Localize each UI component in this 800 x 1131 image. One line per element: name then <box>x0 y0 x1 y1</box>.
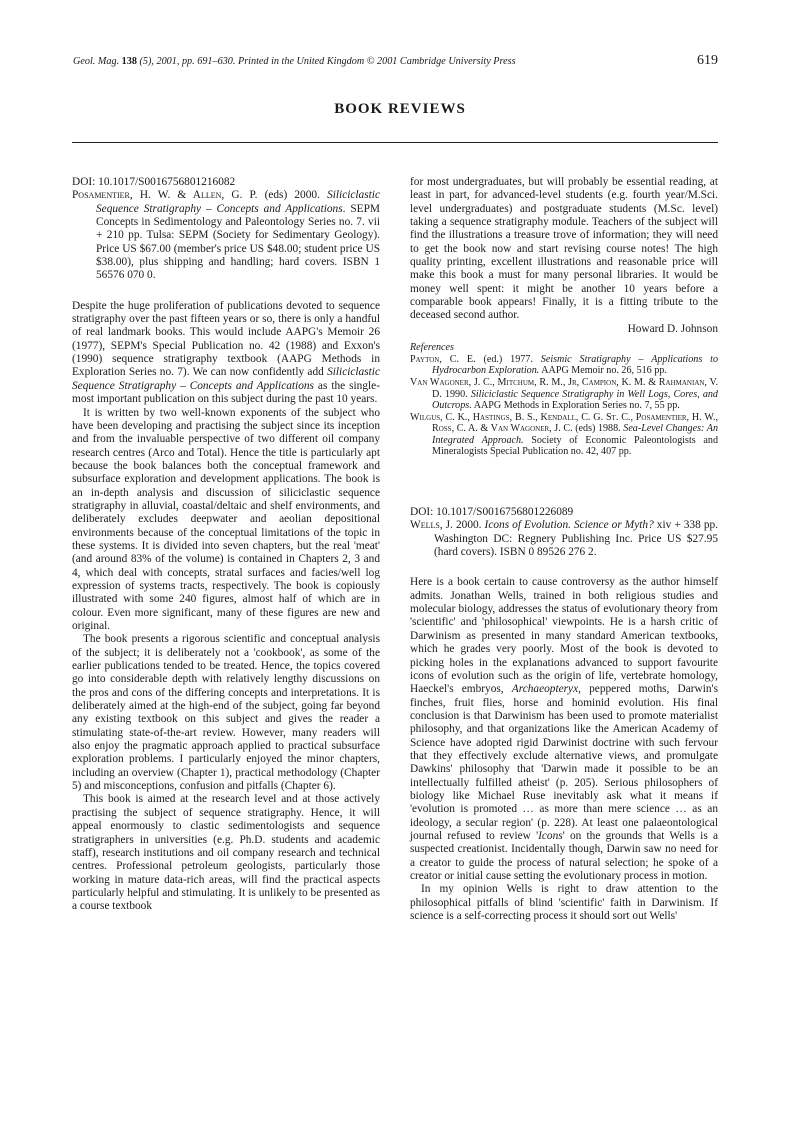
paragraph: for most undergraduates, but will probably be essential reading, at least in part, for advanced-level students (e.g. fourth year/M.Sci. level undergraduates) and postgraduate students (M.Sc. level) taking a sequence stratigraphy module. Teachers of the subject will find the illustrations a treasure trove of information; they will need to get the book now and start revising course notes! The high quality printing, excellent illustrations and reasonable price will make this book a must for many personal libraries. It would be money well spent: it might be another 10 years before a comparable book appears! Finally, it is a fitting tribute to the deceased second author. <box>410 176 718 322</box>
references <box>410 342 718 458</box>
doi[interactable]: DOI: 10.1017/S0016756801226089 <box>410 506 574 519</box>
paragraph: The book presents a rigorous scientific and conceptual analysis of the subject; it is deliberately not a 'cookbook', as some of the earlier publications tended to be treated. Hence, the topics covered go into considerable depth with relatively lengthy discussions on the pros and cons of the differing concepts and interpretations. It is deliberately aimed at the high-end of the subject, going far beyond any existing textbook on this subject and gives the reader a stimulating state-of-the-art review. However, many readers will also enjoy the pragmatic approach applied to practical subsurface exploration problems. I particularly enjoyed the minor chapters, including an overview (Chapter 1), practical methodology (Chapter 5) and misconceptions, confusion and pitfalls (Chapter 6). <box>72 633 380 793</box>
paragraph: Here is a book certain to cause controversy as the author himself admits. Jonathan Wells, trained in both religious studies and molecular biology, addresses the status of evolutionary theory from 'scientific' and 'philosophical' viewpoints. He is a harsh critic of Darwinism as presented in many standard American textbooks, which he grades very poorly. Most of the book is devoted to picking holes in the explanations advanced to support favourite icons of evolution such as the origin of life, vertebrate homology, Haeckel's embryos, Archaeopteryx, peppered moths, Darwin's finches, fruit flies, horse and hominid evolution. His final conclusion is that Darwinism has been used to promote materialist philosophy, and that organizations like the American Academy of Science have adopted rigid Darwinist doctrine with such fervour that they effectively exclude alternative views, and promulgate Dawkins' philosophy that 'Darwin made it possible to be an intellectually fulfilled atheist' (p. 205). Serious philosophers of biology like Michael Ruse inevitably ask what it means if 'evolution is promoted … as more than mere science … as an ideology, a secular region' (p. 228). At least one palaeontological journal refused to review 'Icons' on the grounds that Wells is a suspected creationist. Incidentally though, Darwin saw no need for a creator to guide the process of natural selection; he spoke of a creator or initial cause setting the evolutionary process in motion. <box>410 576 718 882</box>
reference-item: Payton, C. E. (ed.) 1977. Seismic Stratigraphy – Applications to Hydrocarbon Exploration. AAPG Memoir no. 26, 516 pp. <box>410 353 718 377</box>
doi[interactable]: DOI: 10.1017/S0016756801216082 <box>72 176 236 188</box>
left-column <box>72 176 380 914</box>
running-header: Geol. Mag. 138 (5), 2001, pp. 691–630. Printed in the United Kingdom © 2001 Cambridge University Press <box>73 56 516 67</box>
reference-item: Van Wagoner, J. C., Mitchum, R. M., Jr, Campion, K. M. & Rahmanian, V. D. 1990. Siliciclastic Sequence Stratigraphy in Well Logs, Cores, and Outcrops. AAPG Methods in Exploration Series no. 7, 55 pp. <box>410 376 718 412</box>
reference-item: Wilgus, C. K., Hastings, B. S., Kendall, C. G. St. C., Posamentier, H. W., Ross, C. A. & Van Wagoner, J. C. (eds) 1988. Sea-Level Changes: An Integrated Approach. Society of Economic Paleontologists and Mineralogists Special Publication no. 42, 407 pp. <box>410 411 719 458</box>
paragraph: In my opinion Wells is right to draw attention to the philosophical pitfalls of blind 'scientific' faith in Darwinism. If science is a self-correcting process it should sort out Wells' <box>410 883 718 923</box>
reviewer-signature: Howard D. Johnson <box>627 322 718 335</box>
page-number: 619 <box>697 53 718 68</box>
paragraph: It is written by two well-known exponents of the subject who have been developing and practising the subject since its inception and from the invaluable perspective of two different oil company research centres (Arco and Total). Hence the title is particularly apt because the book balances both the conceptual framework and subsurface exploration and development applications. The book is an in-depth analysis and discussion of siliciclastic sequence stratigraphy in alluvial, coastal/deltaic and shelf environments, and deliberately excludes deepwater and aeolian depositional environments because of the conceptual limitations of the topic in these systems. It is divided into seven chapters, but the real 'meat' (and around 83% of the volume) is contained in Chapters 2, 3 and 4, which deal with concepts, stratal surfaces and facies/well log expression of systems tracts, respectively. The book is copiously illustrated with some 240 figures, almost half of which are in colour. Even more significant, many of these figures are new and original. <box>72 406 380 632</box>
paragraph: Despite the huge proliferation of publications devoted to sequence stratigraphy over the past fifteen years or so, there is only a handful of real landmark books. This would include AAPG's Memoir 26 (1977), SEPM's Special Publication no. 42 (1988) and Exxon's (1990) sequence stratigraphy textbook (AAPG Methods in Exploration Series no. 7). We can now confidently add Siliciclastic Sequence Stratigraphy – Concepts and Applications as the single-most important publication on this subject during the past 10 years. <box>72 299 380 406</box>
references-heading: References <box>410 342 454 354</box>
book-citation: Wells, J. 2000. Icons of Evolution. Science or Myth? xiv + 338 pp. Washington DC: Regnery Publishing Inc. Price US $27.95 (hard covers). ISBN 0 89526 276 2. <box>410 519 718 559</box>
paragraph: This book is aimed at the research level and at those actively practising the subject of sequence stratigraphy. Hence, it will appeal enormously to clastic sedimentologists and sequence stratigraphers in universities (e.g. Ph.D. students and academic staff), research institutions and oil company research and technical centres. Professional petroleum geologists, particularly those working in mature data-rich areas, will find the practical aspects particularly helpful and stimulating. It is unlikely to be presented as a course textbook <box>72 793 380 913</box>
header-rule <box>72 142 718 143</box>
right-column <box>410 176 718 923</box>
book-citation: Posamentier, H. W. & Allen, G. P. (eds) 2000. Siliciclastic Sequence Stratigraphy – Concepts and Applications. SEPM Concepts in Sedimentology and Paleontology Series no. 7. vii + 210 pp. Tulsa: SEPM (Society for Sedimentary Geology). Price US $67.00 (member's price US $48.00; student price US $38.00), plus shipping and handling; hard covers. ISBN 1 56576 070 0. <box>72 189 380 282</box>
section-title: BOOK REVIEWS <box>334 101 466 117</box>
